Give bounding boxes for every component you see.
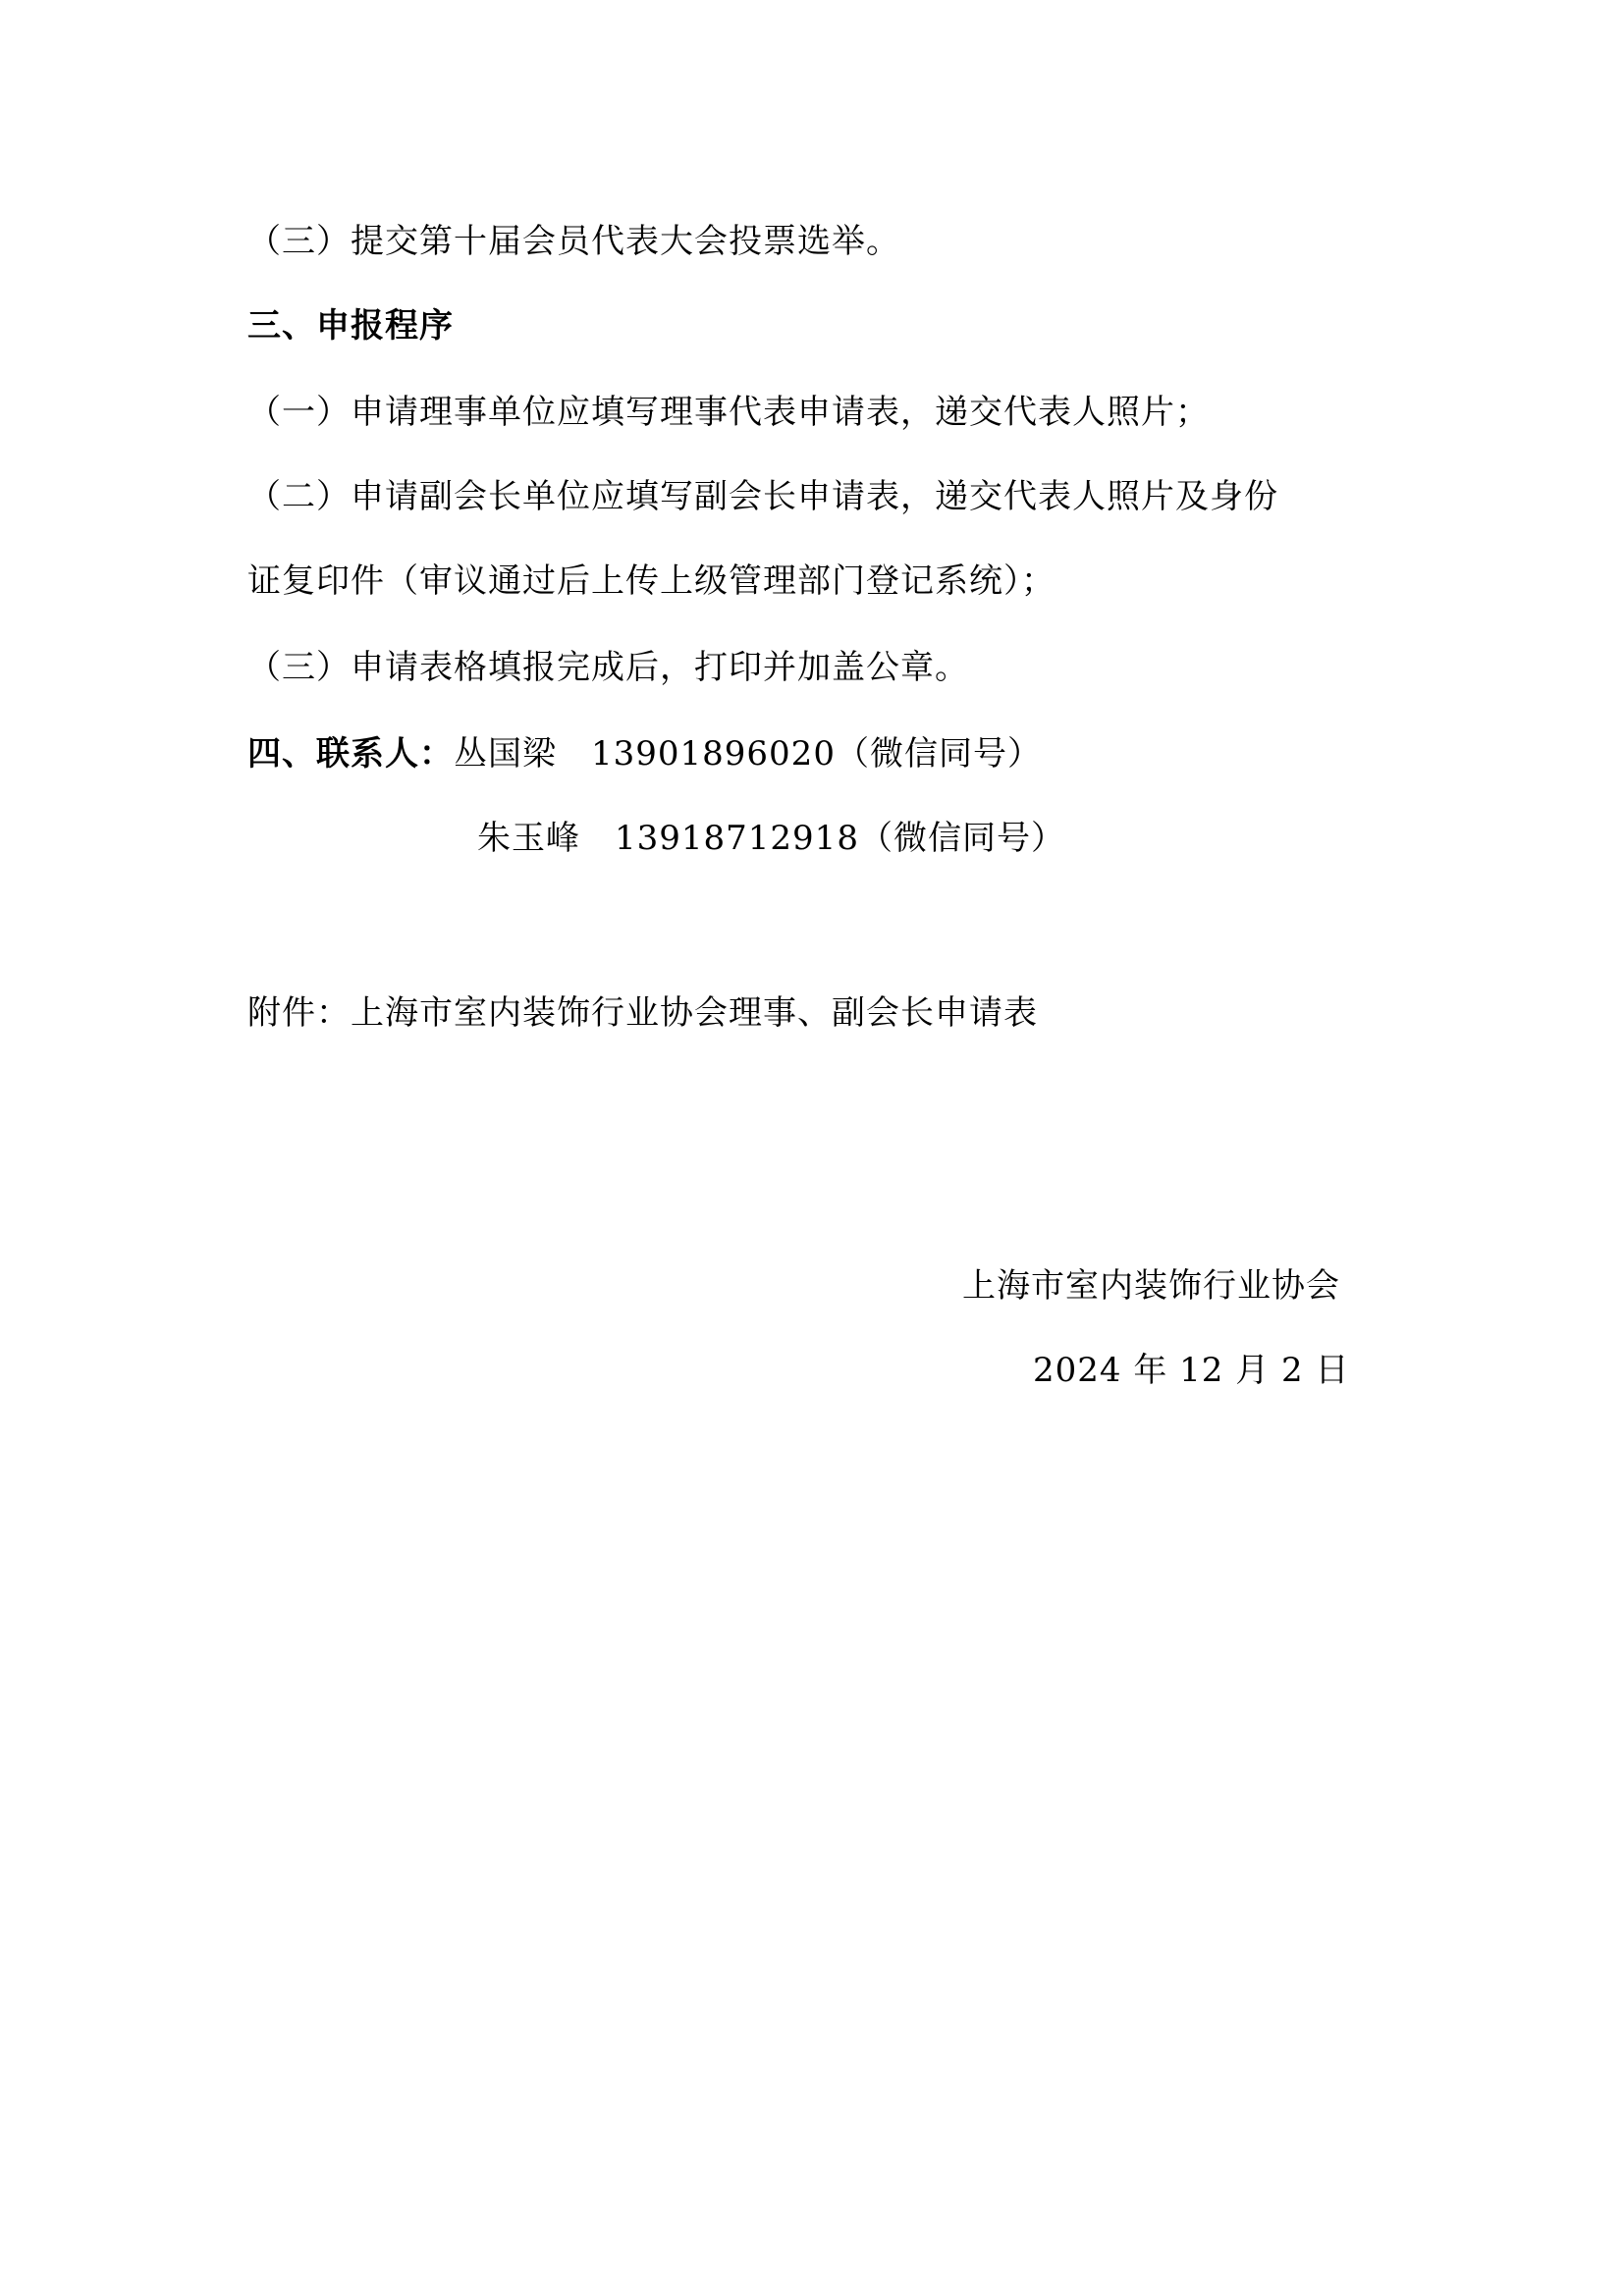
procedure-item-1: （一）申请理事单位应填写理事代表申请表，递交代表人照片； [247, 393, 1210, 432]
contact-phone: 13901896020（微信同号） [591, 734, 1042, 774]
section-3-title: 三、申报程序 [247, 306, 454, 346]
procedure-item-2-line-1: （二）申请副会长单位应填写副会长申请表，递交代表人照片及身份 [247, 477, 1278, 516]
contacts-label: 四、联系人： [247, 734, 454, 774]
attachment-note: 附件：上海市室内装饰行业协会理事、副会长申请表 [247, 993, 1038, 1033]
contact-row-2 [477, 819, 1065, 858]
contact-row-1 [247, 734, 1042, 774]
procedure-item-3: （三）申请表格填报完成后，打印并加盖公章。 [247, 648, 969, 687]
contact-name: 朱玉峰 [477, 819, 580, 858]
contact-name: 丛国梁 [454, 734, 557, 774]
signature-org: 上海市室内装饰行业协会 [962, 1266, 1340, 1306]
procedure-item-2-line-2: 证复印件（审议通过后上传上级管理部门登记系统）； [247, 561, 1056, 601]
signature-date: 2024 年 12 月 2 日 [1033, 1351, 1350, 1390]
contact-phone: 13918712918（微信同号） [615, 819, 1065, 858]
item-3-vote: （三）提交第十届会员代表大会投票选举。 [247, 222, 900, 261]
